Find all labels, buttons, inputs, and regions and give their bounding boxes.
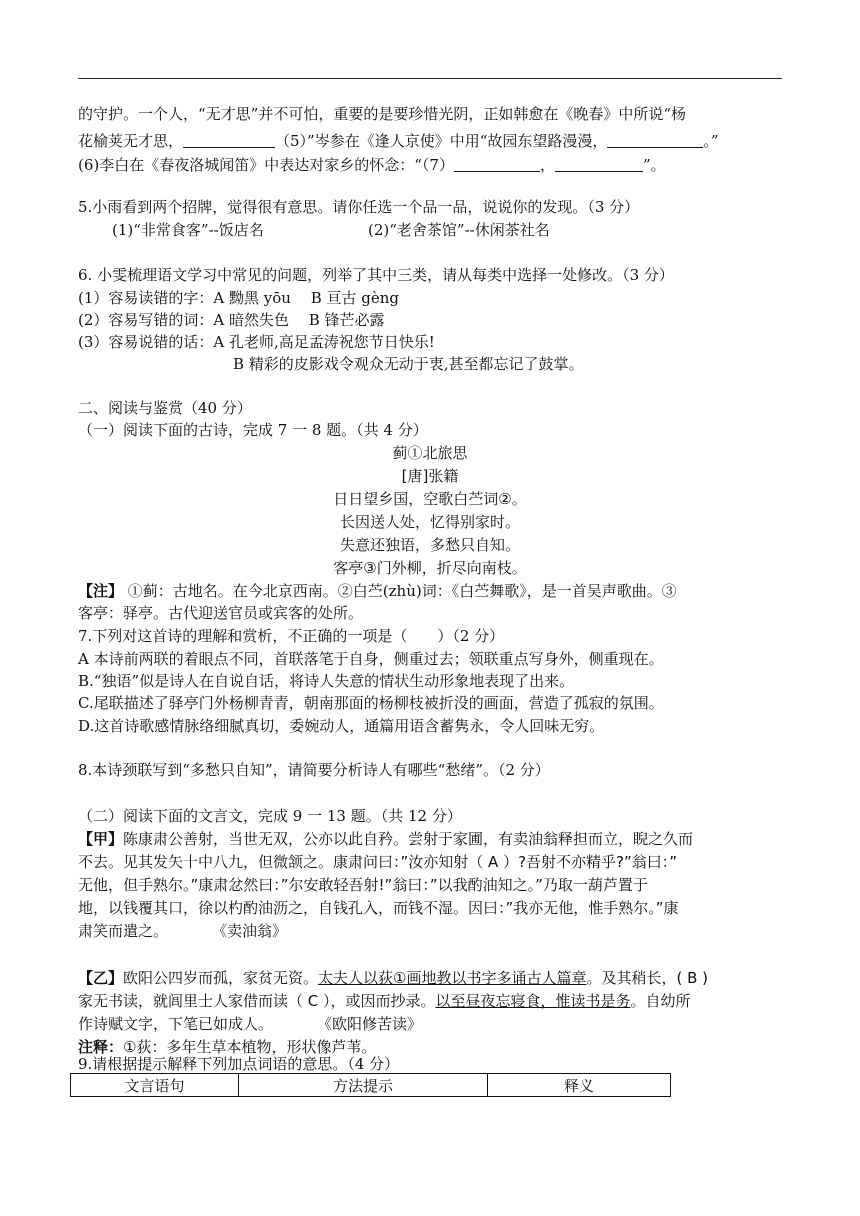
jia-line-5 (78, 921, 287, 941)
q6-line-4: B 精彩的皮影戏令观众无动于衷,甚至都忘记了鼓掌。 (233, 355, 584, 373)
table-header-row (71, 1074, 671, 1097)
yi-text-3: 作诗赋文字，下笔已如成人。 (78, 1015, 274, 1033)
jia-text-1: 陈康肃公善射，当世无双，公亦以此自矜。尝射于家圃，有卖油翁释担而立，睨之久而 (123, 830, 694, 848)
q7-stem: 7.下列对这首诗的理解和赏析，不正确的一项是（ ）（2 分） (78, 627, 505, 645)
note-label: 【注】 (78, 582, 124, 600)
part2-sub1: （一）阅读下面的古诗，完成 7 一 8 题。（共 4 分） (78, 421, 428, 439)
answer-blank-5 (607, 132, 703, 148)
q5-option-1: (1)“非常食客”--饭店名 (112, 221, 264, 239)
note-line-2: 客亭：驿亭。古代迎送官员或宾客的处所。 (78, 604, 364, 622)
jia-text-5: 肃笑而遣之。 (78, 922, 169, 940)
q9-table (70, 1073, 671, 1097)
fill-line-2-a: 花榆荚无才思， (78, 132, 184, 150)
fill-line-1: 的守护。一个人，“无才思”并不可怕，重要的是要珍惜光阴，正如韩愈在《晚春》中所说“杨 (78, 105, 687, 123)
footnote-text: ①荻：多年生草本植物，形状像芦苇。 (123, 1038, 377, 1056)
yi-text-2c: 。自幼所 (630, 992, 691, 1010)
part2-sub2: （二）阅读下面的文言文，完成 9 一 13 题。（共 12 分） (78, 807, 462, 825)
yi-text-2a: 家无书读，就闾里士人家借而读（ C ），或因而抄录。 (78, 992, 436, 1010)
jia-line-2: 不去。见其发矢十中八九，但微颔之。康肃问曰：”汝亦知射（ A ）?吾射不亦精乎?”翁曰：” (78, 853, 678, 871)
q5-option-2: (2)“老舍茶馆”--休闲茶社名 (368, 221, 550, 239)
q5-stem: 5.小雨看到两个招牌，觉得很有意思。请你任选一个品一品，说说你的发现。（3 分） (78, 198, 640, 216)
q7-option-b: B.“独语”似是诗人在自说自话，将诗人失意的情状生动形象地表现了出来。 (78, 672, 575, 690)
poem-line-2: 长因送人处，忆得别家时。 (339, 513, 520, 531)
q7-option-a: A 本诗前两联的着眼点不同，首联落笔于自身，侧重过去；领联重点写身外，侧重现在。 (78, 650, 664, 668)
jia-line-4: 地，以钱覆其口，徐以杓酌油沥之，自钱孔入，而钱不湿。因曰：”我亦无他，惟手熟尔。”康 (78, 899, 679, 917)
q6-line-2: (2）容易写错的词：A 暗然失色 B 锋芒必露 (78, 311, 385, 329)
fill-line-3 (78, 155, 666, 175)
fill-line-2-b: （5）”岑参在《逢人京使》中用“故园东望路漫漫， (275, 132, 608, 150)
q8-stem: 8.本诗颈联写到“多愁只自知”，请简要分析诗人有哪些“愁绪”。（2 分） (78, 761, 550, 779)
yi-underlined-1: 太夫人以荻①画地教以书字多诵古人篇章 (318, 969, 587, 987)
yi-source: 《欧阳修苦读》 (317, 1015, 423, 1033)
poem-author: [唐]张籍 (401, 467, 459, 485)
poem-line-1: 日日望乡国，空歌白苎词②。 (333, 490, 527, 508)
table-header-meaning: 释义 (488, 1074, 671, 1097)
fill-line-3-c: ”。 (642, 156, 666, 174)
yi-text-1a: 欧阳公四岁而孤，家贫无资。 (123, 969, 319, 987)
poem-line-3: 失意还独语，多愁只自知。 (339, 536, 520, 554)
yi-text-1c: 。及其稍长，( B ) (586, 969, 709, 987)
fill-line-3-a: (6)李白在《春夜洛城闻笛》中表达对家乡的怀念：“（7） (78, 156, 454, 174)
jia-line-1 (78, 829, 693, 849)
note-text-1: ①蓟：古地名。在今北京西南。②白苎(zhù)词：《白苎舞歌》，是一首吴声歌曲。③ (123, 582, 677, 600)
fill-line-3-b: ， (539, 156, 555, 174)
q9-stem: 9.请根据提示解释下列加点词语的意思。（4 分） (78, 1055, 400, 1073)
poem-line-4: 客亭③门外柳，折尽向南枝。 (333, 559, 527, 577)
table-header-sentence: 文言语句 (71, 1074, 239, 1097)
q6-stem: 6. 小雯梳理语文学习中常见的问题，列举了其中三类，请从每类中选择一处修改。（3 分） (78, 266, 674, 284)
jia-label: 【甲】 (78, 830, 124, 848)
yi-line-3 (78, 1014, 422, 1034)
answer-blank-7b (555, 156, 643, 172)
q7-option-d: D.这首诗歌感情脉络细腻真切，委婉动人，通篇用语含蓄隽永，令人回味无穷。 (78, 717, 605, 735)
table-header-method: 方法提示 (239, 1074, 488, 1097)
poem-title: 蓟①北旅思 (392, 444, 468, 462)
yi-underlined-2: 以至昼夜忘寝食，惟读书是务 (435, 992, 631, 1010)
yi-line-1 (78, 968, 708, 988)
q6-line-3: (3）容易说错的话：A 孔老师,高足孟涛祝您节日快乐! (78, 333, 435, 351)
note-line-1 (78, 581, 677, 601)
header-rule (78, 78, 782, 79)
fill-line-2-c: 。” (703, 132, 719, 150)
fill-line-2 (78, 131, 719, 151)
part2-title: 二、阅读与鉴赏（40 分） (78, 399, 252, 417)
yi-label: 【乙】 (78, 969, 124, 987)
q6-line-1: (1）容易读错的字：A 黝黑 yōu B 亘古 gèng (78, 289, 399, 307)
answer-blank-7a (454, 156, 540, 172)
jia-line-3: 无他，但手熟尔。”康肃忿然曰：”尔安敢轻吾射!”翁曰：”以我酌油知之。”乃取一葫芦置于 (78, 876, 648, 894)
footnote-label: 注释： (78, 1038, 124, 1056)
answer-blank-4 (183, 132, 275, 148)
q7-option-c: C.尾联描述了驿亭门外杨柳青青，朝南那面的杨柳枝被折没的画面，营造了孤寂的氛围。 (78, 694, 664, 712)
yi-line-2 (78, 991, 691, 1011)
jia-source: 《卖油翁》 (212, 922, 288, 940)
